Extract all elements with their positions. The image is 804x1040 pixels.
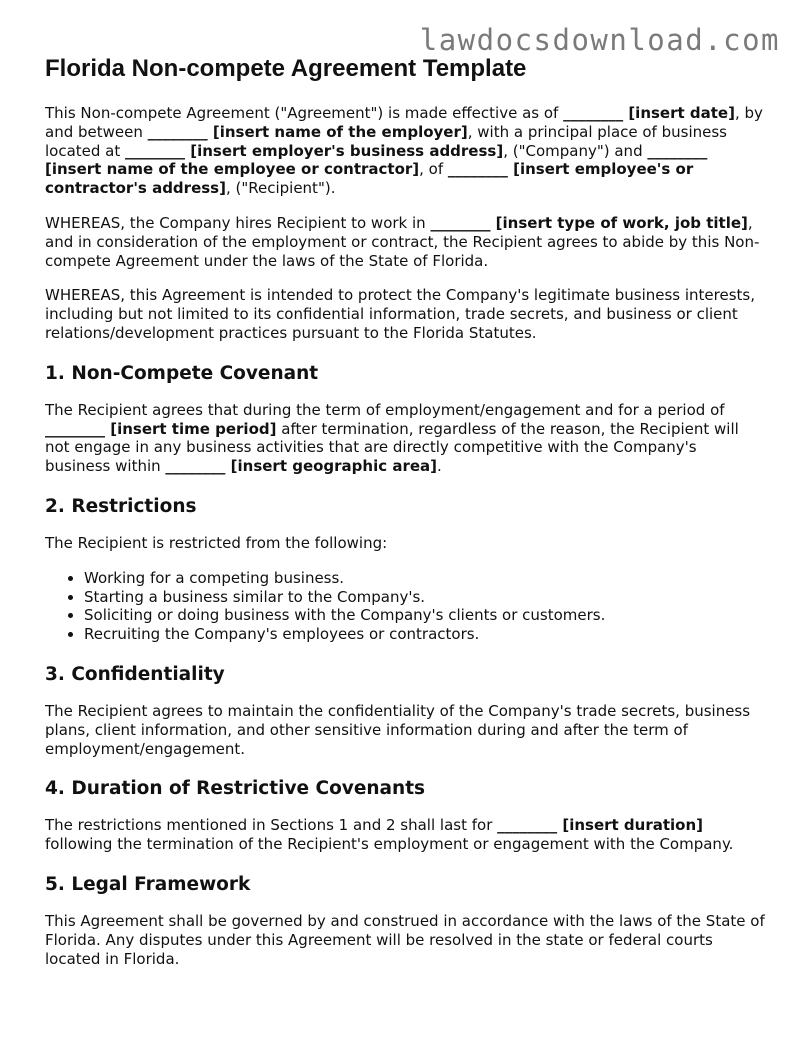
geographic-area-placeholder: ________ [insert geographic area] — [165, 457, 438, 476]
date-placeholder: ________ [insert date] — [563, 104, 735, 122]
section-4-heading: 4. Duration of Restrictive Covenants — [45, 778, 426, 800]
list-item: • Starting a business similar to the Company's. — [84, 588, 765, 607]
watermark: lawdocsdownload.com — [419, 23, 780, 57]
section-1-paragraph — [45, 401, 765, 476]
document-page — [45, 54, 765, 984]
whereas-text: WHEREAS, the Company hires Recipient to work in — [45, 213, 431, 232]
section-text: The Recipient agrees that during the term of employment/engagement and for a period of — [45, 400, 725, 419]
list-item: • Soliciting or doing business with the Company's clients or customers. — [84, 606, 765, 625]
intro-text: , with a principal place of business located at — [45, 122, 727, 160]
section-text: The restrictions mentioned in Sections 1 and 2 shall last for — [45, 816, 498, 835]
job-title-placeholder: ________ [insert type of work, job title] — [430, 213, 748, 232]
intro-text: , ("Company") and — [503, 141, 648, 160]
list-item: • Working for a competing business. — [84, 569, 765, 588]
whereas-paragraph-1 — [45, 214, 765, 270]
section-5-paragraph: This Agreement shall be governed by and construed in accordance with the laws of the State of Florida. Any disputes under this Agreement will be resolved in the state or federal courts located in Florida. — [45, 911, 765, 968]
whereas-paragraph-2: WHEREAS, this Agreement is intended to protect the Company's legitimate business interests, including but not limited to its confidential information, trade secrets, and business or client relations/development practices pursuant to the Florida Statutes. — [45, 286, 756, 342]
page-title: Florida Non-compete Agreement Template — [45, 55, 527, 82]
section-text: after termination, regardless of the reason, the Recipient will not engage in any business activities that are directly competitive with the Company's business within — [45, 419, 739, 476]
employee-address-placeholder: ________ [insert employee's or contractor's address] — [45, 160, 694, 198]
section-1-heading: 1. Non-Compete Covenant — [45, 362, 319, 384]
employer-name-placeholder: ________ [insert name of the employer] — [147, 122, 468, 141]
intro-text: , ("Recipient"). — [225, 179, 336, 198]
list-item: • Recruiting the Company's employees or contractors. — [84, 625, 765, 644]
section-3-heading: 3. Confidentiality — [45, 663, 225, 685]
intro-text: , of — [419, 160, 448, 179]
section-3-paragraph: The Recipient agrees to maintain the confidentiality of the Company's trade secrets, business plans, client information, and other sensitive information during and after the term of employment/engagement. — [45, 701, 751, 758]
employee-name-placeholder: ________ [insert name of the employee or contractor] — [45, 141, 708, 179]
employer-address-placeholder: ________ [insert employer's business address] — [125, 141, 504, 160]
section-2-intro: The Recipient is restricted from the following: — [45, 533, 388, 552]
section-5-heading: 5. Legal Framework — [45, 873, 251, 895]
restrictions-list — [45, 569, 765, 644]
section-text: following the termination of the Recipient's employment or engagement with the Company. — [45, 835, 734, 854]
intro-text: This Non-compete Agreement ("Agreement") is made effective as of — [45, 104, 564, 122]
section-4-paragraph — [45, 816, 765, 854]
time-period-placeholder: ________ [insert time period] — [45, 419, 277, 438]
intro-text: , by and between — [45, 104, 763, 141]
whereas-text: , and in consideration of the employment or contract, the Recipient agrees to abide by this Non-compete Agreement under the laws of the State of Florida. — [45, 213, 760, 270]
section-text: . — [437, 457, 442, 476]
duration-placeholder: ________ [insert duration] — [497, 816, 704, 835]
intro-paragraph — [45, 104, 765, 198]
section-2-heading: 2. Restrictions — [45, 495, 197, 517]
